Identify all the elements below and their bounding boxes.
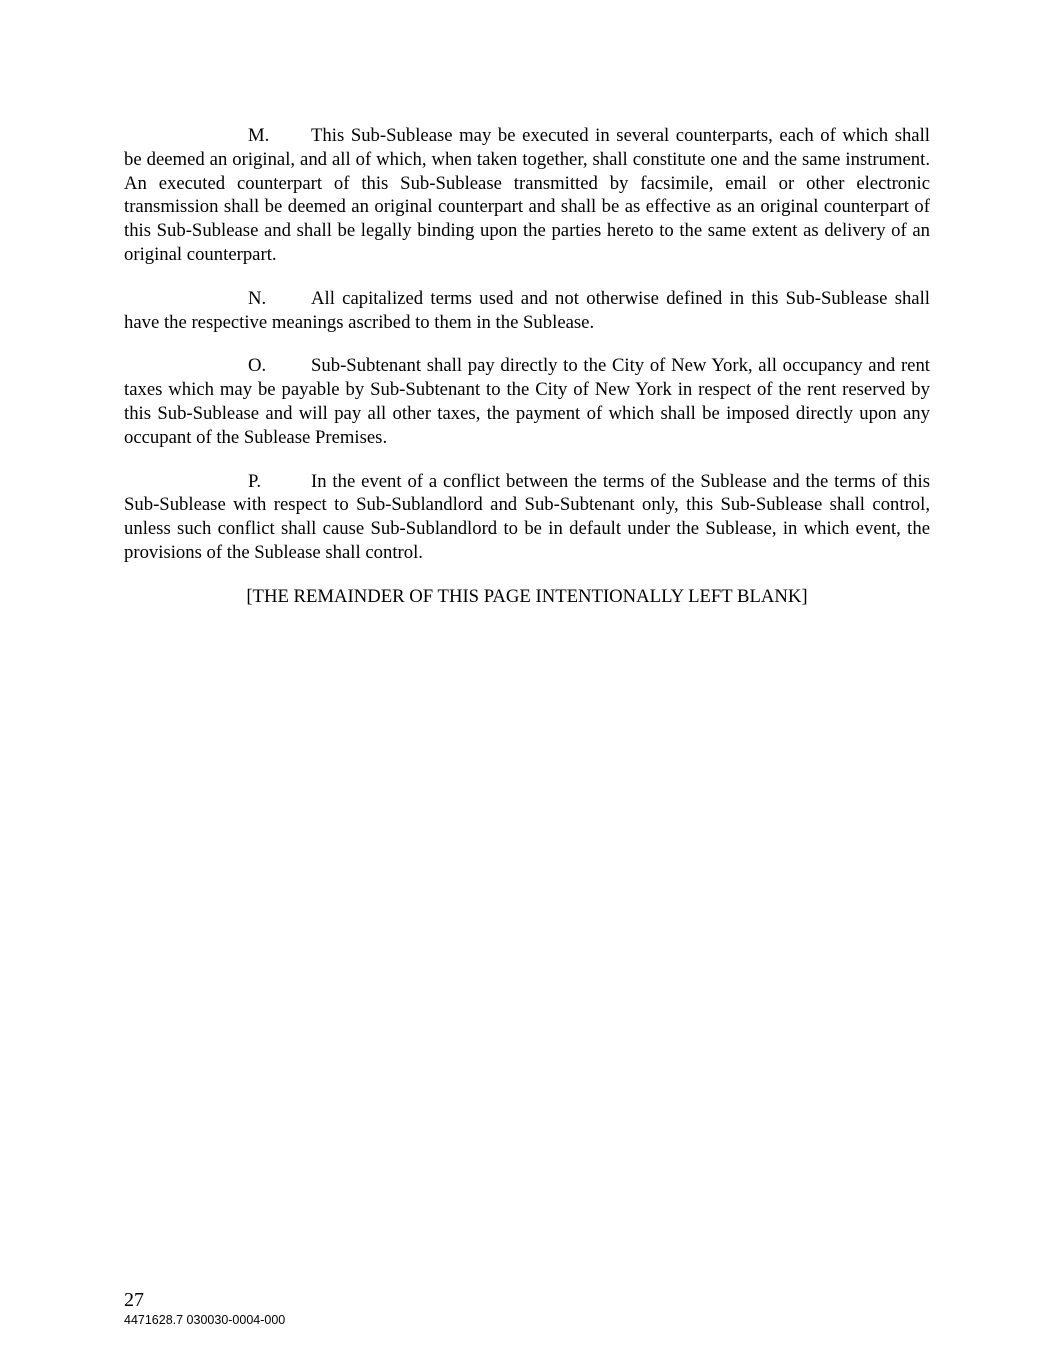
paragraph-o bbox=[124, 354, 930, 449]
page-number: 27 bbox=[124, 1289, 144, 1311]
document-id: 4471628.7 030030-0004-000 bbox=[124, 1313, 286, 1327]
paragraph-m bbox=[124, 124, 930, 267]
paragraph-label: O. bbox=[248, 355, 267, 377]
paragraph-text: All capitalized terms used and not otherwise defined in this Sub-Sublease shall have the respective meanings ascribed to them in the Sublease. bbox=[124, 287, 930, 333]
paragraph-label: P. bbox=[248, 470, 261, 492]
paragraph-text: In the event of a conflict between the terms of the Sublease and the terms of this Sub-Sublease with respect to Sub-Sublandlord and Sub-Subtenant only, this Sub-Sublease shall control, unless such conflict shall cause Sub-Sublandlord to be in default under the Sublease, in which event, the provisions of the Sublease shall control. bbox=[124, 470, 930, 563]
paragraph-p bbox=[124, 470, 930, 565]
paragraph-label: M. bbox=[248, 125, 270, 146]
remainder-blank-note: [THE REMAINDER OF THIS PAGE INTENTIONALLY LEFT BLANK] bbox=[246, 585, 808, 607]
paragraph-label: N. bbox=[248, 287, 267, 309]
paragraph-text: This Sub-Sublease may be executed in several counterparts, each of which shall be deemed an original, and all of which, when taken together, shall constitute one and the same instrument. An executed counterpart of this Sub-Sublease transmitted by facsimile, email or other electronic transmission shall be deemed an original counterpart and shall be as effective as an original counterpart of this Sub-Sublease and shall be legally binding upon the parties hereto to the same extent as delivery of an original counterpart. bbox=[124, 125, 930, 265]
paragraph-n bbox=[124, 287, 930, 335]
paragraph-text: Sub-Subtenant shall pay directly to the City of New York, all occupancy and rent taxes which may be payable by Sub-Subtenant to the City of New York in respect of the rent reserved by this Sub-Sublease and will pay all other taxes, the payment of which shall be imposed directly upon any occupant of the Sublease Premises. bbox=[124, 355, 930, 448]
document-body bbox=[124, 124, 930, 609]
